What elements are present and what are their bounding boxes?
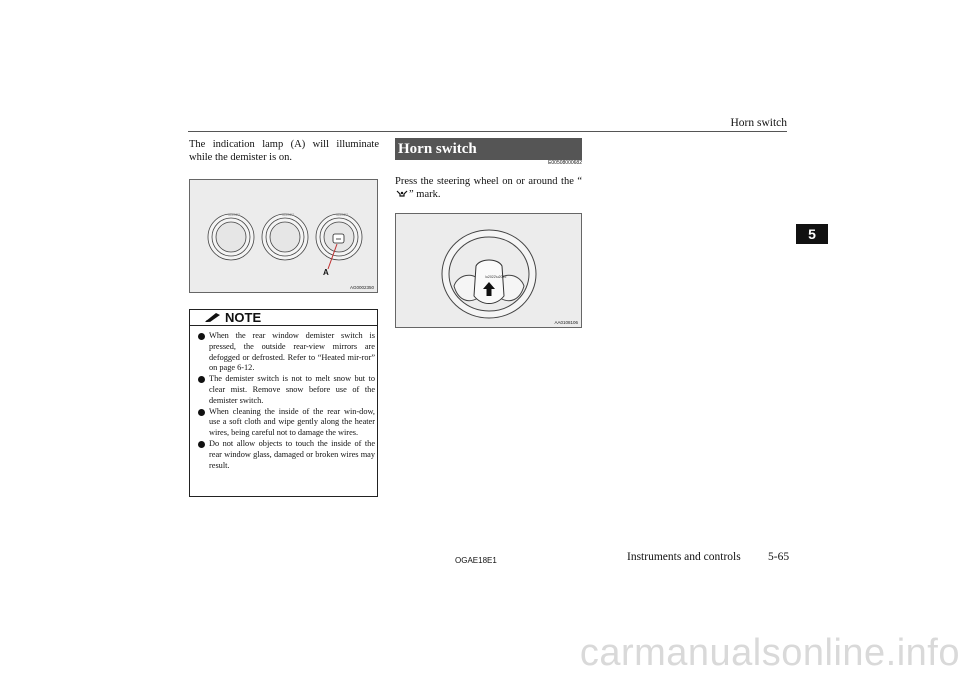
list-item: Do not allow objects to touch the inside of the rear window glass, damaged or broken wires may result. xyxy=(197,439,375,471)
watermark: carmanualsonline.info xyxy=(579,632,960,674)
header-rule xyxy=(188,131,787,132)
note-title: NOTE xyxy=(225,310,262,325)
note-box xyxy=(189,309,378,497)
list-item: The demister switch is not to melt snow but to clear mist. Remove snow before use of the demister switch. xyxy=(197,374,375,406)
chapter-tab: 5 xyxy=(796,224,828,244)
svg-text:\u2022\u2022: \u2022\u2022 xyxy=(485,275,507,279)
note-header xyxy=(190,310,377,326)
note-pencil-icon xyxy=(204,311,222,323)
section-code: E00508000682 xyxy=(548,160,582,166)
horn-icon xyxy=(396,190,408,198)
demister-intro-text: The indication lamp (A) will illuminate while the demister is on. xyxy=(189,139,379,163)
footer-page-number: 5-65 xyxy=(768,551,790,563)
steering-wheel-figure xyxy=(395,213,582,328)
figure-code: AG0002350 xyxy=(349,285,374,290)
figure-code: AA0108106 xyxy=(554,320,578,325)
svg-text:\u2022: \u2022 xyxy=(336,212,349,217)
demister-switch-figure xyxy=(189,179,378,293)
section-title-bar: Horn switch xyxy=(395,138,582,160)
svg-text:\u2022: \u2022 xyxy=(282,212,295,217)
note-list xyxy=(197,331,375,471)
bullet-icon xyxy=(198,441,205,448)
svg-text:\u2022: \u2022 xyxy=(228,212,241,217)
header-title: Horn switch xyxy=(730,117,787,129)
list-item: When the rear window demister switch is pressed, the outside rear-view mirrors are defogged or defrosted. Refer to “Heated mir-ror” on page 6-12. xyxy=(197,331,375,374)
footer-code: OGAE18E1 xyxy=(455,556,497,565)
horn-instruction-text: Press the steering wheel on or around the “” mark. xyxy=(395,176,582,200)
list-item: When cleaning the inside of the rear win-dow, use a soft cloth and wipe gently along the heater wires, being careful not to damage the wires. xyxy=(197,407,375,439)
footer-section-name: Instruments and controls xyxy=(627,551,741,563)
bullet-icon xyxy=(198,376,205,383)
indicator-label-a: A xyxy=(323,268,329,277)
demister-knobs-illustration xyxy=(190,180,379,294)
steering-wheel-illustration xyxy=(396,214,583,329)
bullet-icon xyxy=(198,333,205,340)
bullet-icon xyxy=(198,409,205,416)
